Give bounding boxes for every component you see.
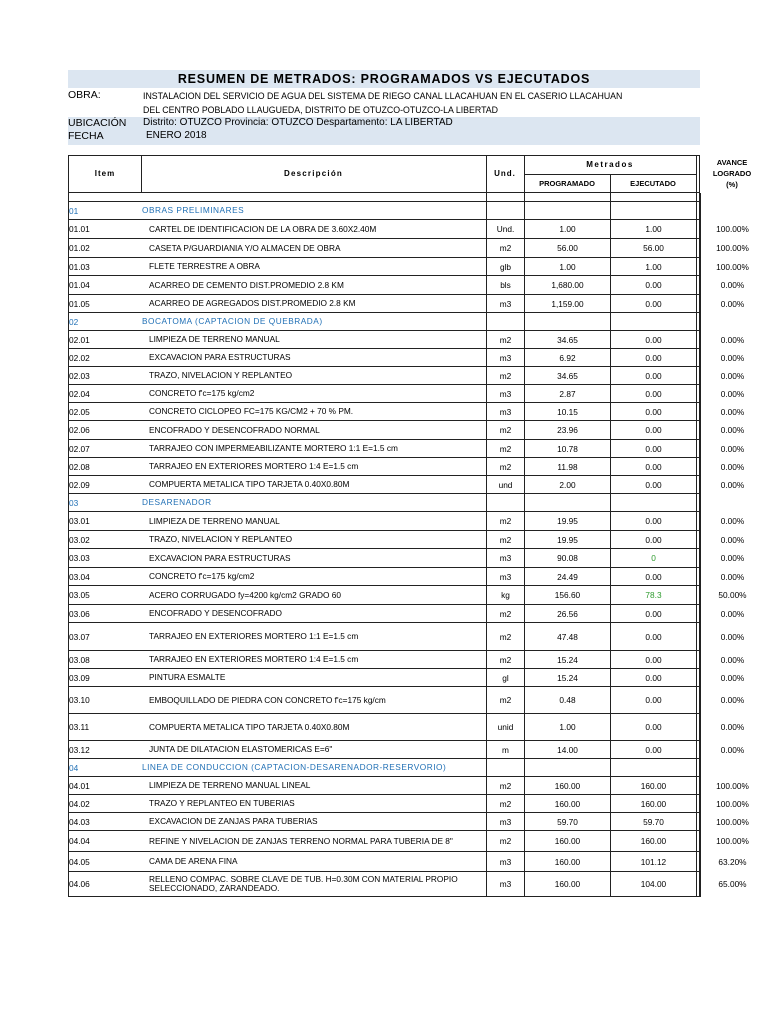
unit-cell: m3 bbox=[486, 872, 524, 896]
programado-cell bbox=[524, 759, 610, 776]
unit-cell: m3 bbox=[486, 403, 524, 420]
description-cell: TRAZO, NIVELACION Y REPLANTEO bbox=[149, 534, 293, 544]
section-row bbox=[68, 202, 700, 220]
programado-cell bbox=[524, 494, 610, 511]
avance-cell: 100.00% bbox=[696, 831, 768, 851]
table-row bbox=[68, 777, 749, 795]
item-cell: 04.01 bbox=[69, 780, 90, 791]
table-right-border bbox=[699, 193, 701, 897]
unit-cell: m3 bbox=[486, 349, 524, 366]
avance-cell: 0.00% bbox=[696, 651, 768, 668]
description-cell: LIMPIEZA DE TERRENO MANUAL LINEAL bbox=[149, 780, 311, 790]
item-cell: 03.03 bbox=[69, 553, 90, 563]
programado-cell: 15.24 bbox=[524, 669, 610, 686]
item-cell: 03.11 bbox=[69, 722, 90, 732]
ejecutado-cell: 1.00 bbox=[610, 258, 696, 275]
ejecutado-cell: 160.00 bbox=[610, 795, 696, 812]
avance-cell: 0.00% bbox=[696, 440, 768, 457]
description-cell: LIMPIEZA DE TERRENO MANUAL bbox=[149, 515, 280, 526]
description-cell: TARRAJEO EN EXTERIORES MORTERO 1:1 E=1.5 cm bbox=[149, 631, 359, 641]
ejecutado-cell: 0.00 bbox=[610, 568, 696, 585]
table-row bbox=[68, 458, 745, 476]
table-row bbox=[68, 714, 745, 741]
item-cell: 04.05 bbox=[69, 856, 90, 867]
programado-cell: 24.49 bbox=[524, 568, 610, 585]
table-row bbox=[68, 852, 747, 872]
description-cell: CARTEL DE IDENTIFICACION DE LA OBRA DE 3.60X2.40M bbox=[149, 223, 377, 234]
description-cell: CASETA P/GUARDIANIA Y/O ALMACEN DE OBRA bbox=[149, 242, 341, 253]
ejecutado-cell: 0.00 bbox=[610, 331, 696, 348]
unit-cell: m2 bbox=[486, 651, 524, 668]
unit-cell bbox=[486, 759, 524, 776]
unit-cell: glb bbox=[486, 258, 524, 275]
avance-cell bbox=[696, 494, 768, 511]
table-row bbox=[68, 220, 749, 239]
item-cell: 03.07 bbox=[69, 631, 90, 642]
unit-cell: bls bbox=[486, 276, 524, 294]
unit-cell bbox=[486, 313, 524, 330]
item-cell: 03.04 bbox=[69, 571, 90, 582]
ejecutado-cell: 0.00 bbox=[610, 669, 696, 686]
programado-cell: 1,159.00 bbox=[524, 295, 610, 312]
avance-cell: 0.00% bbox=[696, 669, 768, 686]
avance-cell: 100.00% bbox=[696, 258, 768, 275]
description-cell: TARRAJEO CON IMPERMEABILIZANTE MORTERO 1:1 E=1.5 cm bbox=[149, 443, 398, 453]
ejecutado-cell: 0.00 bbox=[610, 512, 696, 530]
unit-cell: m3 bbox=[486, 549, 524, 567]
ejecutado-cell: 0.00 bbox=[610, 687, 696, 713]
avance-cell bbox=[696, 193, 768, 201]
col-metrados: Metrados bbox=[586, 160, 634, 169]
unit-cell: m2 bbox=[486, 458, 524, 475]
item-cell: 02.08 bbox=[69, 461, 90, 472]
avance-cell: 0.00% bbox=[696, 458, 768, 475]
description-cell: ACARREO DE CEMENTO DIST.PROMEDIO 2.8 KM bbox=[149, 279, 344, 290]
avance-cell: 0.00% bbox=[696, 276, 768, 294]
ejecutado-cell: 0.00 bbox=[610, 403, 696, 420]
ejecutado-cell: 0 bbox=[610, 549, 696, 567]
table-row bbox=[68, 813, 749, 831]
table-row bbox=[68, 276, 745, 295]
description-cell: CONCRETO f'c=175 kg/cm2 bbox=[149, 571, 255, 581]
avance-cell: 63.20% bbox=[696, 852, 768, 871]
ejecutado-cell bbox=[610, 759, 696, 776]
avance-cell bbox=[696, 202, 768, 219]
description-cell: TRAZO Y REPLANTEO EN TUBERIAS bbox=[149, 798, 295, 808]
item-cell: 03.05 bbox=[69, 590, 90, 600]
table-row bbox=[68, 295, 745, 313]
ejecutado-cell bbox=[610, 193, 696, 201]
table-row bbox=[68, 349, 745, 367]
item-cell: 01.01 bbox=[69, 224, 90, 234]
unit-cell: gl bbox=[486, 669, 524, 686]
ejecutado-cell: 0.00 bbox=[610, 276, 696, 294]
col-und: Und. bbox=[494, 169, 516, 178]
avance-cell: 100.00% bbox=[696, 220, 768, 238]
item-cell: 02.09 bbox=[69, 479, 90, 490]
ejecutado-cell: 0.00 bbox=[610, 440, 696, 457]
table-row bbox=[68, 669, 745, 687]
programado-cell: 14.00 bbox=[524, 741, 610, 758]
avance-cell bbox=[696, 313, 768, 330]
ejecutado-cell: 0.00 bbox=[610, 421, 696, 439]
ejecutado-cell: 101.12 bbox=[610, 852, 696, 871]
description-cell: OBRAS PRELIMINARES bbox=[142, 205, 245, 215]
item-cell: 01 bbox=[69, 205, 79, 216]
item-cell: 02.05 bbox=[69, 406, 90, 417]
item-cell: 01.05 bbox=[69, 298, 90, 309]
item-cell bbox=[68, 193, 141, 201]
description-cell: CONCRETO f'c=175 kg/cm2 bbox=[149, 388, 255, 398]
table-row bbox=[68, 568, 745, 586]
programado-cell: 2.00 bbox=[524, 476, 610, 493]
ubicacion-block bbox=[68, 117, 700, 145]
table-row bbox=[68, 403, 745, 421]
col-descripcion: Descripción bbox=[284, 169, 343, 178]
item-cell: 03.09 bbox=[69, 672, 90, 683]
description-cell: TRAZO, NIVELACION Y REPLANTEO bbox=[149, 370, 293, 380]
description-cell: EXCAVACION PARA ESTRUCTURAS bbox=[149, 552, 291, 563]
avance-cell: 100.00% bbox=[696, 239, 768, 257]
programado-cell: 2.87 bbox=[524, 385, 610, 402]
programado-cell: 59.70 bbox=[524, 813, 610, 830]
unit-cell: m2 bbox=[486, 831, 524, 851]
item-cell: 01.03 bbox=[69, 261, 90, 272]
ubicacion-value: Distrito: OTUZCO Provincia: OTUZCO Despartamento: LA LIBERTAD bbox=[143, 117, 453, 128]
table-row bbox=[68, 385, 745, 403]
avance-cell: 100.00% bbox=[696, 777, 768, 794]
avance-cell: 100.00% bbox=[696, 813, 768, 830]
table-row bbox=[68, 872, 747, 897]
col-avance-pct: (%) bbox=[726, 180, 738, 189]
unit-cell: unid bbox=[486, 714, 524, 740]
unit-cell: m2 bbox=[486, 440, 524, 457]
avance-cell: 0.00% bbox=[696, 367, 768, 384]
avance-cell: 0.00% bbox=[696, 687, 768, 713]
programado-cell bbox=[524, 313, 610, 330]
programado-cell: 90.08 bbox=[524, 549, 610, 567]
ejecutado-cell: 160.00 bbox=[610, 831, 696, 851]
avance-cell: 0.00% bbox=[696, 741, 768, 758]
description-cell: EXCAVACION DE ZANJAS PARA TUBERIAS bbox=[149, 816, 318, 826]
programado-cell: 160.00 bbox=[524, 795, 610, 812]
programado-cell: 160.00 bbox=[524, 777, 610, 794]
description-cell: RELLENO COMPAC. SOBRE CLAVE DE TUB. H=0.30M CON MATERIAL PROPIO SELECCIONADO, ZARANDEADO. bbox=[149, 874, 458, 893]
ejecutado-cell: 0.00 bbox=[610, 741, 696, 758]
avance-cell: 0.00% bbox=[696, 512, 768, 530]
ejecutado-cell: 59.70 bbox=[610, 813, 696, 830]
unit-cell bbox=[486, 193, 524, 201]
programado-cell: 160.00 bbox=[524, 831, 610, 851]
programado-cell: 19.95 bbox=[524, 531, 610, 548]
description-cell: DESARENADOR bbox=[142, 497, 212, 507]
ejecutado-cell: 0.00 bbox=[610, 295, 696, 312]
table-row bbox=[68, 623, 745, 651]
programado-cell: 15.24 bbox=[524, 651, 610, 668]
programado-cell: 1.00 bbox=[524, 220, 610, 238]
item-cell: 01.02 bbox=[69, 243, 90, 253]
ejecutado-cell: 0.00 bbox=[610, 367, 696, 384]
unit-cell: m2 bbox=[486, 687, 524, 713]
description-cell: ENCOFRADO Y DESENCOFRADO NORMAL bbox=[149, 424, 320, 435]
obra-line-2: DEL CENTRO POBLADO LLAUGUEDA, DISTRITO DE OTUZCO-OTUZCO-LA LIBERTAD bbox=[143, 105, 499, 115]
description-cell: JUNTA DE DILATACION ELASTOMERICAS E=6" bbox=[149, 744, 333, 754]
avance-cell bbox=[696, 759, 768, 776]
programado-cell: 156.60 bbox=[524, 586, 610, 604]
description-cell: ACERO CORRUGADO fy=4200 kg/cm2 GRADO 60 bbox=[149, 589, 342, 600]
item-cell: 03 bbox=[69, 497, 79, 508]
table-row bbox=[68, 651, 745, 669]
ejecutado-cell: 0.00 bbox=[610, 349, 696, 366]
unit-cell: und bbox=[486, 476, 524, 493]
unit-cell: m3 bbox=[486, 295, 524, 312]
item-cell: 04.03 bbox=[69, 816, 90, 827]
avance-cell: 0.00% bbox=[696, 385, 768, 402]
description-cell: CAMA DE ARENA FINA bbox=[149, 856, 238, 866]
section-row bbox=[68, 494, 700, 512]
table-row bbox=[68, 741, 745, 759]
avance-cell: 0.00% bbox=[696, 295, 768, 312]
unit-cell: kg bbox=[486, 586, 524, 604]
item-cell: 04.02 bbox=[69, 798, 90, 809]
description-cell: ENCOFRADO Y DESENCOFRADO bbox=[149, 608, 282, 618]
avance-cell: 0.00% bbox=[696, 349, 768, 366]
section-row bbox=[68, 759, 700, 777]
ejecutado-cell: 1.00 bbox=[610, 220, 696, 238]
unit-cell bbox=[486, 494, 524, 511]
ejecutado-cell bbox=[610, 494, 696, 511]
table-row bbox=[68, 331, 745, 349]
description-cell: FLETE TERRESTRE A OBRA bbox=[149, 261, 260, 271]
programado-cell: 1.00 bbox=[524, 714, 610, 740]
ejecutado-cell: 56.00 bbox=[610, 239, 696, 257]
col-avance: AVANCE bbox=[716, 158, 748, 167]
description-cell: COMPUERTA METALICA TIPO TARJETA 0.40X0.80M bbox=[149, 479, 350, 489]
ejecutado-cell: 0.00 bbox=[610, 651, 696, 668]
item-cell: 02.02 bbox=[69, 352, 90, 363]
unit-cell: m3 bbox=[486, 385, 524, 402]
item-cell: 04.04 bbox=[69, 836, 90, 846]
unit-cell: m2 bbox=[486, 331, 524, 348]
item-cell: 02.01 bbox=[69, 334, 90, 345]
avance-cell: 65.00% bbox=[696, 872, 768, 896]
ejecutado-cell: 78.3 bbox=[610, 586, 696, 604]
programado-cell bbox=[524, 193, 610, 201]
description-cell: TARRAJEO EN EXTERIORES MORTERO 1:4 E=1.5 cm bbox=[149, 654, 359, 664]
unit-cell: m2 bbox=[486, 512, 524, 530]
avance-cell: 0.00% bbox=[696, 421, 768, 439]
table-row bbox=[68, 258, 749, 276]
ejecutado-cell: 0.00 bbox=[610, 605, 696, 622]
avance-cell: 0.00% bbox=[696, 331, 768, 348]
avance-cell: 0.00% bbox=[696, 549, 768, 567]
table-row bbox=[68, 687, 745, 714]
description-cell: BOCATOMA (CAPTACION DE QUEBRADA) bbox=[142, 316, 323, 326]
unit-cell: m2 bbox=[486, 623, 524, 650]
programado-cell: 10.78 bbox=[524, 440, 610, 457]
unit-cell: m2 bbox=[486, 367, 524, 384]
table-row bbox=[68, 440, 745, 458]
avance-cell: 0.00% bbox=[696, 531, 768, 548]
description-cell: CONCRETO CICLOPEO FC=175 KG/CM2 + 70 % PM. bbox=[149, 406, 354, 416]
item-cell: 01.04 bbox=[69, 280, 90, 290]
fecha-value: ENERO 2018 bbox=[146, 130, 207, 141]
ejecutado-cell: 0.00 bbox=[610, 623, 696, 650]
ejecutado-cell bbox=[610, 313, 696, 330]
obra-label: OBRA: bbox=[68, 89, 101, 101]
item-cell: 03.12 bbox=[69, 744, 90, 755]
obra-block bbox=[68, 88, 700, 117]
unit-cell bbox=[486, 202, 524, 219]
avance-cell: 0.00% bbox=[696, 623, 768, 650]
table-body bbox=[68, 193, 749, 897]
unit-cell: m3 bbox=[486, 813, 524, 830]
table-row bbox=[68, 586, 747, 605]
programado-cell: 56.00 bbox=[524, 239, 610, 257]
programado-cell: 26.56 bbox=[524, 605, 610, 622]
item-cell: 03.02 bbox=[69, 534, 90, 545]
table-row bbox=[68, 831, 749, 852]
description-cell: ACARREO DE AGREGADOS DIST.PROMEDIO 2.8 KM bbox=[149, 298, 356, 308]
item-cell: 03.08 bbox=[69, 654, 90, 665]
programado-cell: 1,680.00 bbox=[524, 276, 610, 294]
item-cell: 02.03 bbox=[69, 370, 90, 381]
unit-cell: m3 bbox=[486, 568, 524, 585]
table-row bbox=[68, 795, 749, 813]
avance-cell: 100.00% bbox=[696, 795, 768, 812]
ejecutado-cell: 160.00 bbox=[610, 777, 696, 794]
programado-cell: 34.65 bbox=[524, 331, 610, 348]
description-cell: EXCAVACION PARA ESTRUCTURAS bbox=[149, 352, 291, 362]
programado-cell: 34.65 bbox=[524, 367, 610, 384]
section-row bbox=[68, 313, 700, 331]
ejecutado-cell bbox=[610, 202, 696, 219]
description-cell: EMBOQUILLADO DE PIEDRA CON CONCRETO f'c=175 kg/cm bbox=[149, 694, 386, 705]
programado-cell: 0.48 bbox=[524, 687, 610, 713]
avance-cell: 0.00% bbox=[696, 605, 768, 622]
unit-cell: m2 bbox=[486, 777, 524, 794]
unit-cell: m2 bbox=[486, 605, 524, 622]
avance-cell: 50.00% bbox=[696, 586, 768, 604]
ejecutado-cell: 104.00 bbox=[610, 872, 696, 896]
programado-cell: 47.48 bbox=[524, 623, 610, 650]
avance-cell: 0.00% bbox=[696, 476, 768, 493]
unit-cell: m3 bbox=[486, 852, 524, 871]
unit-cell: m2 bbox=[486, 421, 524, 439]
ejecutado-cell: 0.00 bbox=[610, 476, 696, 493]
avance-cell: 0.00% bbox=[696, 714, 768, 740]
programado-cell: 19.95 bbox=[524, 512, 610, 530]
ejecutado-cell: 0.00 bbox=[610, 458, 696, 475]
blank-row bbox=[68, 193, 700, 202]
programado-cell bbox=[524, 202, 610, 219]
unit-cell: m bbox=[486, 741, 524, 758]
avance-cell: 0.00% bbox=[696, 568, 768, 585]
table-row bbox=[68, 421, 745, 440]
table-row bbox=[68, 549, 745, 568]
avance-cell: 0.00% bbox=[696, 403, 768, 420]
item-cell: 02.04 bbox=[69, 388, 90, 399]
unit-cell: Und. bbox=[486, 220, 524, 238]
item-cell: 02 bbox=[69, 316, 79, 327]
table-header bbox=[68, 155, 752, 193]
col-programado: PROGRAMADO bbox=[539, 179, 595, 188]
report-title: RESUMEN DE METRADOS: PROGRAMADOS VS EJECUTADOS bbox=[68, 70, 700, 88]
table-row bbox=[68, 367, 745, 385]
programado-cell: 6.92 bbox=[524, 349, 610, 366]
ubicacion-label: UBICACIÓN bbox=[68, 117, 127, 129]
table-row bbox=[68, 239, 749, 258]
description-cell: PINTURA ESMALTE bbox=[149, 672, 226, 682]
col-avance-logrado: LOGRADO bbox=[712, 169, 752, 178]
ejecutado-cell: 0.00 bbox=[610, 385, 696, 402]
ejecutado-cell: 0.00 bbox=[610, 531, 696, 548]
obra-line-1: INSTALACION DEL SERVICIO DE AGUA DEL SISTEMA DE RIEGO CANAL LLACAHUAN EN EL CASERIO LLACAHUAN bbox=[143, 91, 623, 101]
unit-cell: m2 bbox=[486, 239, 524, 257]
table-left-border bbox=[68, 193, 69, 897]
col-ejecutado: EJECUTADO bbox=[630, 179, 676, 188]
item-cell: 04 bbox=[69, 762, 79, 773]
ejecutado-cell: 0.00 bbox=[610, 714, 696, 740]
item-cell: 03.06 bbox=[69, 608, 90, 619]
programado-cell: 160.00 bbox=[524, 872, 610, 896]
col-item: Item bbox=[94, 169, 116, 178]
description-cell: LIMPIEZA DE TERRENO MANUAL bbox=[149, 334, 280, 344]
unit-cell: m2 bbox=[486, 795, 524, 812]
description-cell: TARRAJEO EN EXTERIORES MORTERO 1:4 E=1.5 cm bbox=[149, 461, 359, 471]
table-row bbox=[68, 512, 745, 531]
programado-cell: 10.15 bbox=[524, 403, 610, 420]
unit-cell: m2 bbox=[486, 531, 524, 548]
programado-cell: 11.98 bbox=[524, 458, 610, 475]
programado-cell: 1.00 bbox=[524, 258, 610, 275]
description-cell: REFINE Y NIVELACION DE ZANJAS TERRENO NORMAL PARA TUBERIA DE 8" bbox=[149, 835, 453, 846]
item-cell: 02.07 bbox=[69, 443, 90, 454]
table-row bbox=[68, 476, 745, 494]
table-row bbox=[68, 531, 745, 549]
description-cell: LINEA DE CONDUCCION (CAPTACION-DESARENADOR-RESERVORIO) bbox=[142, 762, 447, 772]
description-cell: COMPUERTA METALICA TIPO TARJETA 0.40X0.80M bbox=[149, 721, 350, 732]
table-row bbox=[68, 605, 745, 623]
item-cell: 02.06 bbox=[69, 425, 90, 435]
programado-cell: 160.00 bbox=[524, 852, 610, 871]
item-cell: 04.06 bbox=[69, 879, 90, 889]
item-cell: 03.01 bbox=[69, 516, 90, 526]
description-cell bbox=[141, 193, 486, 201]
programado-cell: 23.96 bbox=[524, 421, 610, 439]
fecha-label: FECHA bbox=[68, 130, 104, 142]
item-cell: 03.10 bbox=[69, 695, 90, 705]
